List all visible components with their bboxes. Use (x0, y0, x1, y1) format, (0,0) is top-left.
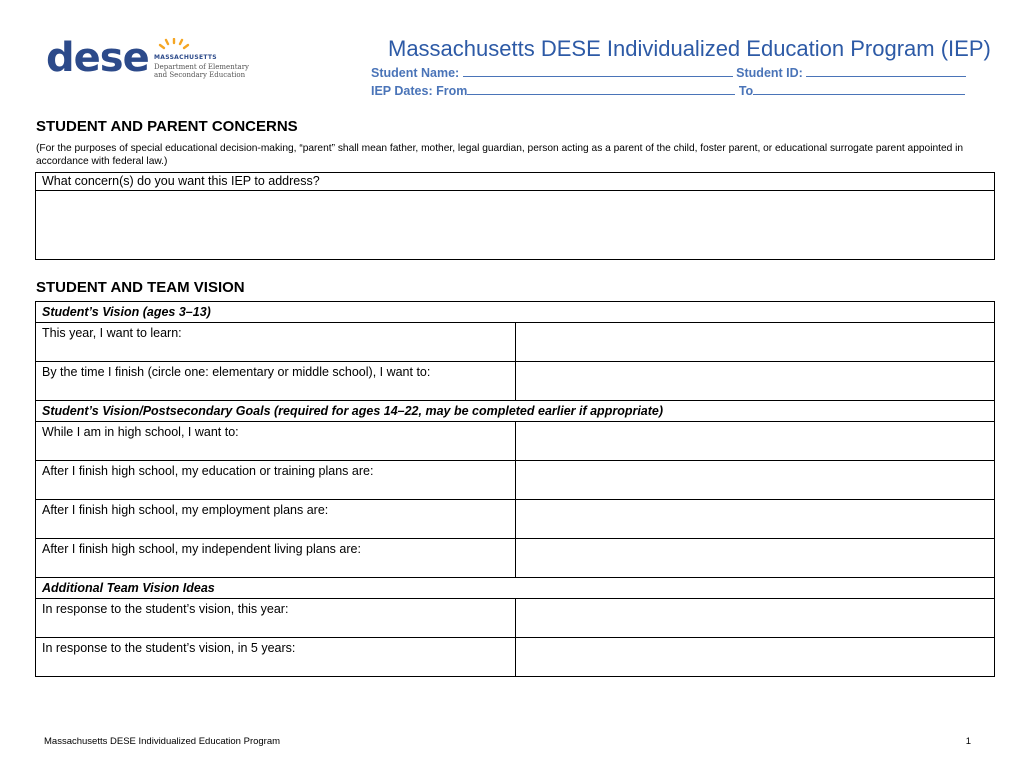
postsecondary-header: Student’s Vision/Postsecondary Goals (required for ages 14–22, may be completed earlier if appropriate) (36, 401, 995, 422)
iep-dates-to-label: To (738, 84, 754, 98)
concerns-section-title: STUDENT AND PARENT CONCERNS (36, 118, 298, 135)
vision-row-label: After I finish high school, my employment plans are: (36, 500, 516, 539)
logo-agency-text (154, 54, 249, 80)
table-row (36, 323, 995, 362)
footer-title: Massachusetts DESE Individualized Education Program (44, 736, 281, 747)
concerns-answer-field[interactable] (36, 191, 994, 259)
iep-dates-from-label: IEP Dates: From (371, 84, 468, 98)
vision-row-label: While I am in high school, I want to: (36, 422, 516, 461)
concerns-question: What concern(s) do you want this IEP to address? (36, 173, 994, 191)
table-row (36, 461, 995, 500)
page-title: Massachusetts DESE Individualized Education Program (IEP) (388, 36, 991, 61)
logo-wordmark: dese (46, 35, 149, 81)
vision-row-answer[interactable] (515, 599, 995, 638)
vision-table (35, 301, 995, 677)
table-row (36, 539, 995, 578)
logo-line-1: MASSACHUSETTS (154, 54, 217, 61)
student-name-field[interactable] (463, 65, 733, 77)
vision-row-answer[interactable] (515, 362, 995, 401)
team-vision-header: Additional Team Vision Ideas (36, 578, 995, 599)
logo-line-3: and Secondary Education (154, 71, 246, 79)
vision-row-label: In response to the student’s vision, this year: (36, 599, 516, 638)
student-vision-header: Student’s Vision (ages 3–13) (36, 302, 995, 323)
vision-row-answer[interactable] (515, 323, 995, 362)
vision-row-answer[interactable] (515, 461, 995, 500)
student-id-field[interactable] (806, 65, 966, 77)
vision-section-title: STUDENT AND TEAM VISION (36, 279, 245, 296)
parent-definition-note: (For the purposes of special educational decision-making, “parent” shall mean father, mother, legal guardian, person acting as a parent of the child, foster parent, or educational surrogate parent appointed in accordance with federal law.) (36, 143, 964, 167)
table-row (36, 362, 995, 401)
vision-row-label: This year, I want to learn: (36, 323, 516, 362)
iep-dates-line (371, 83, 965, 98)
student-info-line (371, 65, 966, 80)
vision-row-label: After I finish high school, my independent living plans are: (36, 539, 516, 578)
iep-date-from-field[interactable] (467, 83, 735, 95)
vision-row-answer[interactable] (515, 422, 995, 461)
iep-date-to-field[interactable] (753, 83, 965, 95)
table-row (36, 422, 995, 461)
table-row (36, 578, 995, 599)
vision-row-answer[interactable] (515, 638, 995, 677)
table-row (36, 500, 995, 539)
table-row (36, 401, 995, 422)
student-id-label: Student ID: (736, 66, 803, 80)
table-row (36, 302, 995, 323)
vision-row-label: In response to the student’s vision, in 5 years: (36, 638, 516, 677)
vision-row-answer[interactable] (515, 500, 995, 539)
student-name-label: Student Name: (371, 66, 460, 80)
vision-row-label: After I finish high school, my education or training plans are: (36, 461, 516, 500)
vision-row-answer[interactable] (515, 539, 995, 578)
logo-line-2: Department of Elementary (154, 62, 249, 71)
concerns-box (35, 172, 995, 260)
page-number: 1 (965, 736, 971, 747)
table-row (36, 638, 995, 677)
vision-row-label: By the time I finish (circle one: elementary or middle school), I want to: (36, 362, 516, 401)
dese-logo (46, 35, 256, 84)
table-row (36, 599, 995, 638)
